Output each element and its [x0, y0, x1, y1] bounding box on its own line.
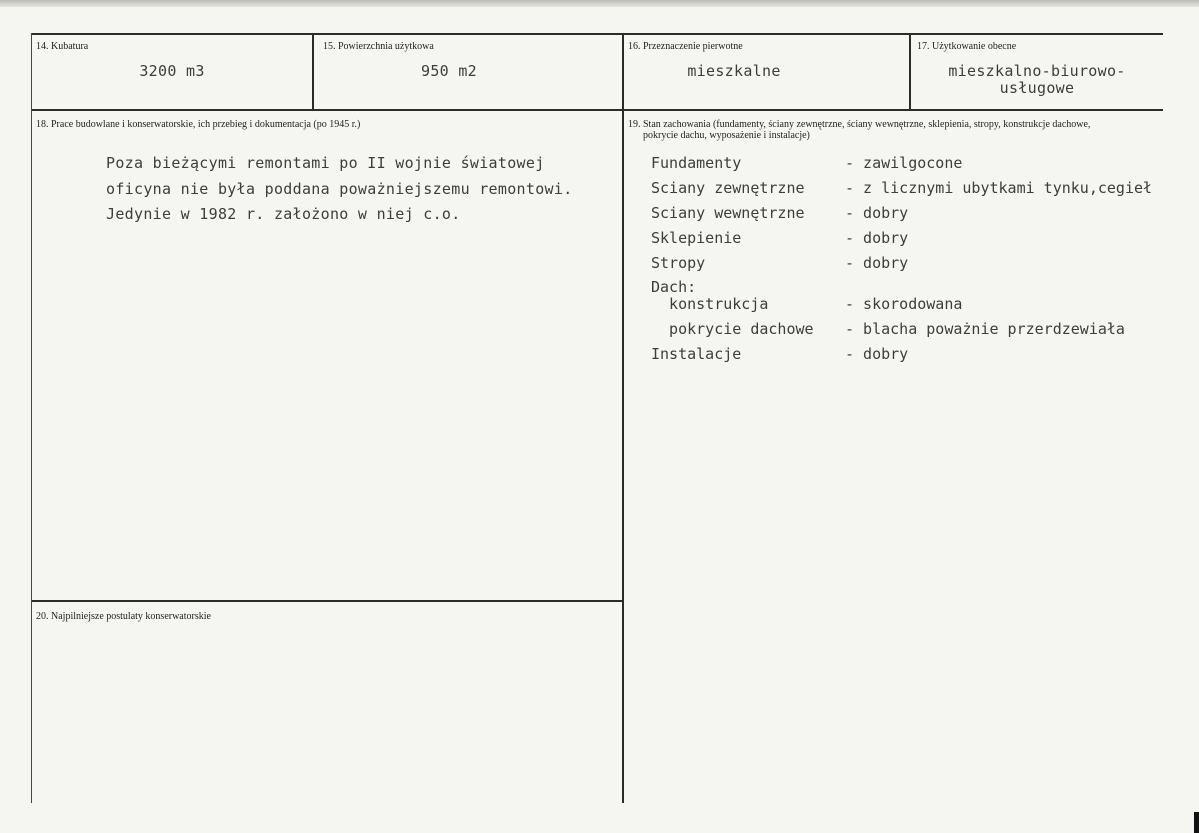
scan-top-edge	[0, 0, 1199, 7]
field-20-label: 20. Najpilniejsze postulaty konserwatorskie	[36, 611, 211, 622]
condition-row-state: - skorodowana	[845, 295, 963, 313]
condition-row-state: - dobry	[845, 229, 909, 247]
rule-top	[32, 33, 1163, 35]
field-16-label: 16. Przeznaczenie pierwotne	[628, 41, 743, 52]
rule-v2	[622, 33, 624, 803]
field-16-value: mieszkalne	[687, 62, 781, 80]
field-15-value: 950 m2	[421, 62, 477, 80]
field-17-value-line2: usługowe	[999, 79, 1075, 97]
rule-header-bottom	[32, 109, 1163, 111]
scan-edge-mark	[1194, 812, 1199, 833]
condition-row-state: - z licznymi ubytkami tynku,cegieł	[845, 179, 1153, 197]
rule-left	[31, 33, 32, 803]
field-17-label: 17. Użytkowanie obecne	[917, 41, 1017, 52]
field-18-line-1: Poza bieżącymi remontami po II wojnie światowej	[106, 154, 545, 172]
field-14-value: 3200 m3	[139, 62, 205, 80]
field-19-label-line2: pokrycie dachu, wyposażenie i instalacje)	[643, 130, 810, 141]
rule-section-20-top	[32, 600, 623, 602]
condition-row-name: Sklepienie	[651, 229, 742, 247]
condition-row-name: Sciany zewnętrzne	[651, 179, 805, 197]
field-18-line-3: Jedynie w 1982 r. założono w niej c.o.	[106, 205, 461, 223]
condition-row-name: konstrukcja	[651, 295, 769, 313]
field-19-label-line1: 19. Stan zachowania (fundamenty, ściany zewnętrzne, ściany wewnętrzne, sklepienia, stropy, konstrukcje dachowe,	[628, 119, 1091, 130]
condition-row-state: - dobry	[845, 254, 909, 272]
field-18-line-2: oficyna nie była poddana poważniejszemu remontowi.	[106, 180, 573, 198]
condition-row-name: Sciany wewnętrzne	[651, 204, 805, 222]
condition-row-state: - zawilgocone	[845, 154, 963, 172]
field-18-label: 18. Prace budowlane i konserwatorskie, ich przebieg i dokumentacja (po 1945 r.)	[36, 119, 361, 130]
condition-row-state: - blacha poważnie przerdzewiała	[845, 320, 1125, 338]
condition-row-name: Dach:	[651, 278, 697, 296]
condition-row-name: Fundamenty	[651, 154, 742, 172]
field-17-value-line1: mieszkalno-biurowo-	[948, 62, 1126, 80]
field-15-label: 15. Powierzchnia użytkowa	[323, 41, 434, 52]
condition-row-state: - dobry	[845, 204, 909, 222]
condition-row-name: pokrycie dachowe	[651, 320, 814, 338]
condition-row-name: Instalacje	[651, 345, 742, 363]
condition-row-name: Stropy	[651, 254, 706, 272]
field-14-label: 14. Kubatura	[36, 41, 89, 52]
condition-row-state: - dobry	[845, 345, 909, 363]
